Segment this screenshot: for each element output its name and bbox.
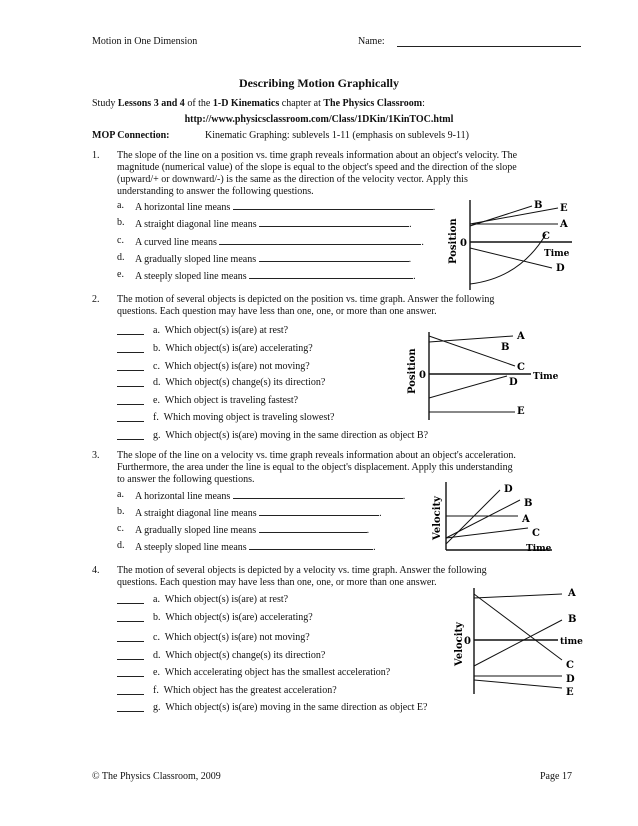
q3-label-c: C [532,528,540,539]
answer-blank[interactable] [233,489,403,499]
answer-blank[interactable] [117,685,144,695]
q1-xlabel: Time [544,249,570,259]
answer-blank[interactable] [259,252,409,262]
answer-blank[interactable] [117,395,144,405]
q4-xlabel: time [560,637,583,647]
q1-item-e: e. [117,269,124,280]
answer-blank[interactable] [249,269,413,279]
q2-xlabel: Time [533,372,559,382]
q1-label-c: C [542,231,550,242]
q4-number: 4. [92,565,100,576]
answer-blank[interactable] [117,650,144,660]
answer-blank[interactable] [117,325,144,335]
q2-zero: 0 [419,370,426,381]
q4-zero: 0 [464,636,471,647]
page-number: Page 17 [540,771,572,782]
q3-xlabel: Time [526,544,552,554]
q1-label-d: D [556,263,565,274]
q2-label-c: C [517,362,525,373]
answer-blank[interactable] [249,540,373,550]
answer-blank[interactable] [259,506,379,516]
q4-label-c: C [566,660,574,671]
q1-zero: 0 [460,238,467,249]
q1-label-b: B [534,200,543,211]
q1-position-time-graph [440,196,580,296]
q1-item-c: c. [117,235,124,246]
q2-label-d: D [509,377,518,388]
page-title: Describing Motion Graphically [239,76,399,90]
q2-position-time-graph [405,326,565,426]
answer-blank[interactable] [219,235,421,245]
q3-label-a: A [522,514,530,525]
q1-item-d: d. [117,252,125,263]
answer-blank[interactable] [117,377,144,387]
q1-ylabel: Position [448,218,459,264]
answer-blank[interactable] [117,632,144,642]
answer-blank[interactable] [117,702,144,712]
q2-label-e: E [517,406,525,417]
q1-label-a: A [560,219,568,230]
q3-velocity-time-graph [428,478,558,556]
url-text: http://www.physicsclassroom.com/Class/1DKin/1KinTOC.html [184,114,454,125]
q3-label-b: B [524,498,533,509]
answer-blank[interactable] [259,217,409,227]
study-line: Study Lessons 3 and 4 of the 1-D Kinematics chapter at The Physics Classroom: [92,98,425,109]
q3-label-d: D [504,484,513,495]
answer-blank[interactable] [233,200,433,210]
answer-blank[interactable] [117,361,144,371]
q2-number: 2. [92,294,100,305]
mop-text: Kinematic Graphing: sublevels 1-11 (emphasis on sublevels 9-11) [205,130,469,141]
q1-label-e: E [560,203,568,214]
answer-blank[interactable] [117,430,144,440]
answer-blank[interactable] [117,594,144,604]
q2-label-a: A [517,331,525,342]
q4-label-d: D [566,674,575,685]
q3-ylabel: Velocity [432,496,443,540]
q3-number: 3. [92,450,100,461]
q4-label-b: B [568,614,577,625]
q2-ylabel: Position [407,348,418,394]
header-left: Motion in One Dimension [92,36,198,47]
q4-ylabel: Velocity [454,622,465,666]
answer-blank[interactable] [259,523,367,533]
mop-label: MOP Connection: [92,130,170,141]
answer-blank[interactable] [117,612,144,622]
answer-blank[interactable] [117,667,144,677]
q1-item-b: b. [117,217,125,228]
name-label: Name: [358,36,385,47]
q4-label-e: E [566,687,574,698]
name-field[interactable] [397,46,581,47]
q4-velocity-time-graph [448,584,588,700]
q2-label-b: B [501,342,510,353]
q4-label-a: A [568,588,576,599]
q1-item-a: a. [117,200,124,211]
answer-blank[interactable] [117,412,144,422]
footer-copyright: © The Physics Classroom, 2009 [92,771,221,782]
answer-blank[interactable] [117,343,144,353]
q1-number: 1. [92,150,100,161]
